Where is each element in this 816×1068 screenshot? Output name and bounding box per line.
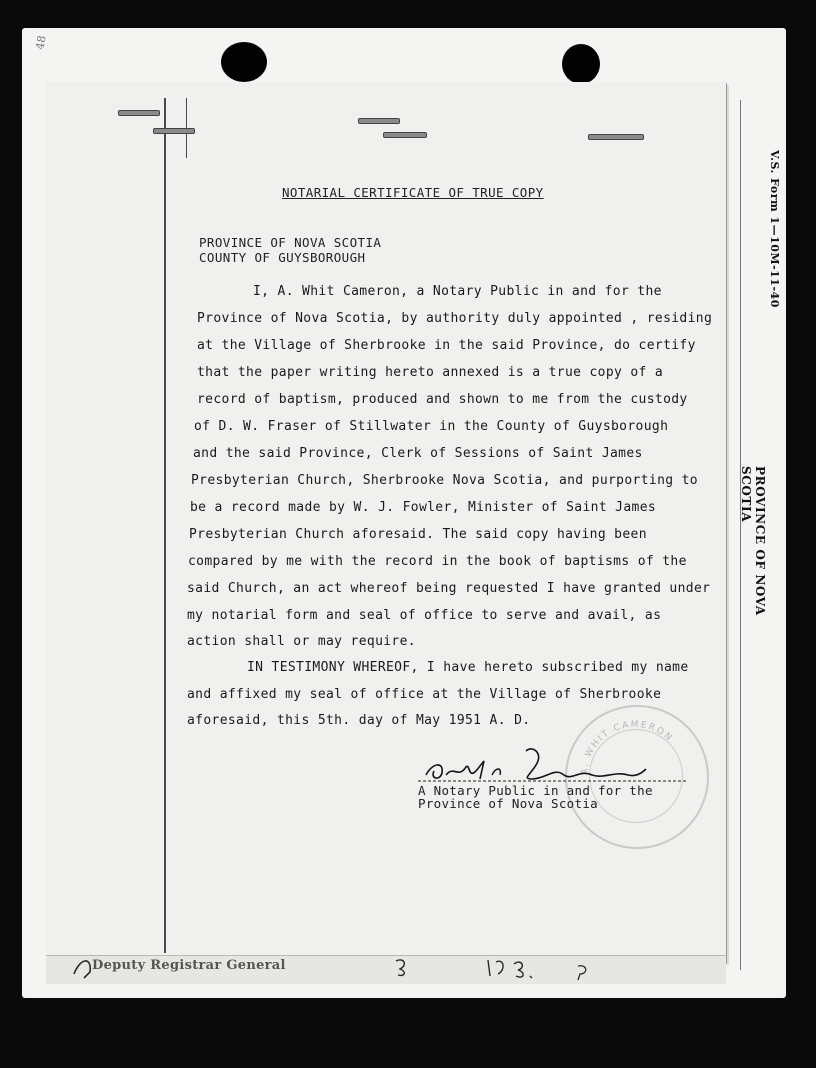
handwritten-mark [574,962,594,982]
body-line: said Church, an act whereof being requested I have granted under [187,581,711,596]
body-line: at the Village of Sherbrooke in the said Province, do certify [197,338,696,353]
certificate-title: NOTARIAL CERTIFICATE OF TRUE COPY [282,185,544,200]
body-line: compared by me with the record in the book of baptisms of the [188,554,687,569]
province-heading: PROVINCE OF NOVA SCOTIA [199,235,382,250]
deputy-registrar-label: Deputy Registrar General [92,958,286,973]
body-line: Presbyterian Church, Sherbrooke Nova Scotia, and purporting to [191,473,698,488]
handwritten-mark [484,956,544,982]
body-line: Province of Nova Scotia, by authority duly appointed , residing [197,311,713,326]
punch-hole-right [562,44,600,84]
margin-rule [164,98,166,953]
testimony-line: IN TESTIMONY WHEREOF, I have hereto subscribed my name [247,660,689,675]
body-line: that the paper writing hereto annexed is a true copy of a [197,365,664,380]
handwritten-mark [70,952,100,982]
staple [383,132,427,138]
seal-lettering: A. WHIT CAMERON [579,719,675,776]
staple [588,134,644,140]
body-line: action shall or may require. [187,634,416,649]
staple [118,110,160,116]
body-line: I, A. Whit Cameron, a Notary Public in and for the [253,284,662,299]
body-line: of D. W. Fraser of Stillwater in the County of Guysborough [194,419,669,434]
body-line: be a record made by W. J. Fowler, Minister of Saint James [190,500,657,515]
signature-caption: A Notary Public in and for the [418,783,653,798]
province-side-label: PROVINCE OF NOVA SCOTIA [739,466,767,616]
punch-hole-left [221,42,267,82]
staple [153,128,195,134]
body-line: and the said Province, Clerk of Sessions of Saint James [193,446,643,461]
form-number: V.S. Form 1—10M-11-40 [768,150,781,308]
body-line: my notarial form and seal of office to serve and avail, as [187,608,662,623]
right-edge-rule [740,100,741,970]
body-line: record of baptism, produced and shown to me from the custody [197,392,688,407]
staple [358,118,400,124]
body-line: Presbyterian Church aforesaid. The said copy having been [189,527,647,542]
county-heading: COUNTY OF GUYSBOROUGH [199,250,366,265]
signature-caption: Province of Nova Scotia [418,796,598,811]
corner-note: 48 [33,34,49,51]
handwritten-mark [392,955,412,979]
body-line: aforesaid, this 5th. day of May 1951 A. D. [187,713,531,728]
body-line: and affixed my seal of office at the Village of Sherbrooke [187,687,662,702]
